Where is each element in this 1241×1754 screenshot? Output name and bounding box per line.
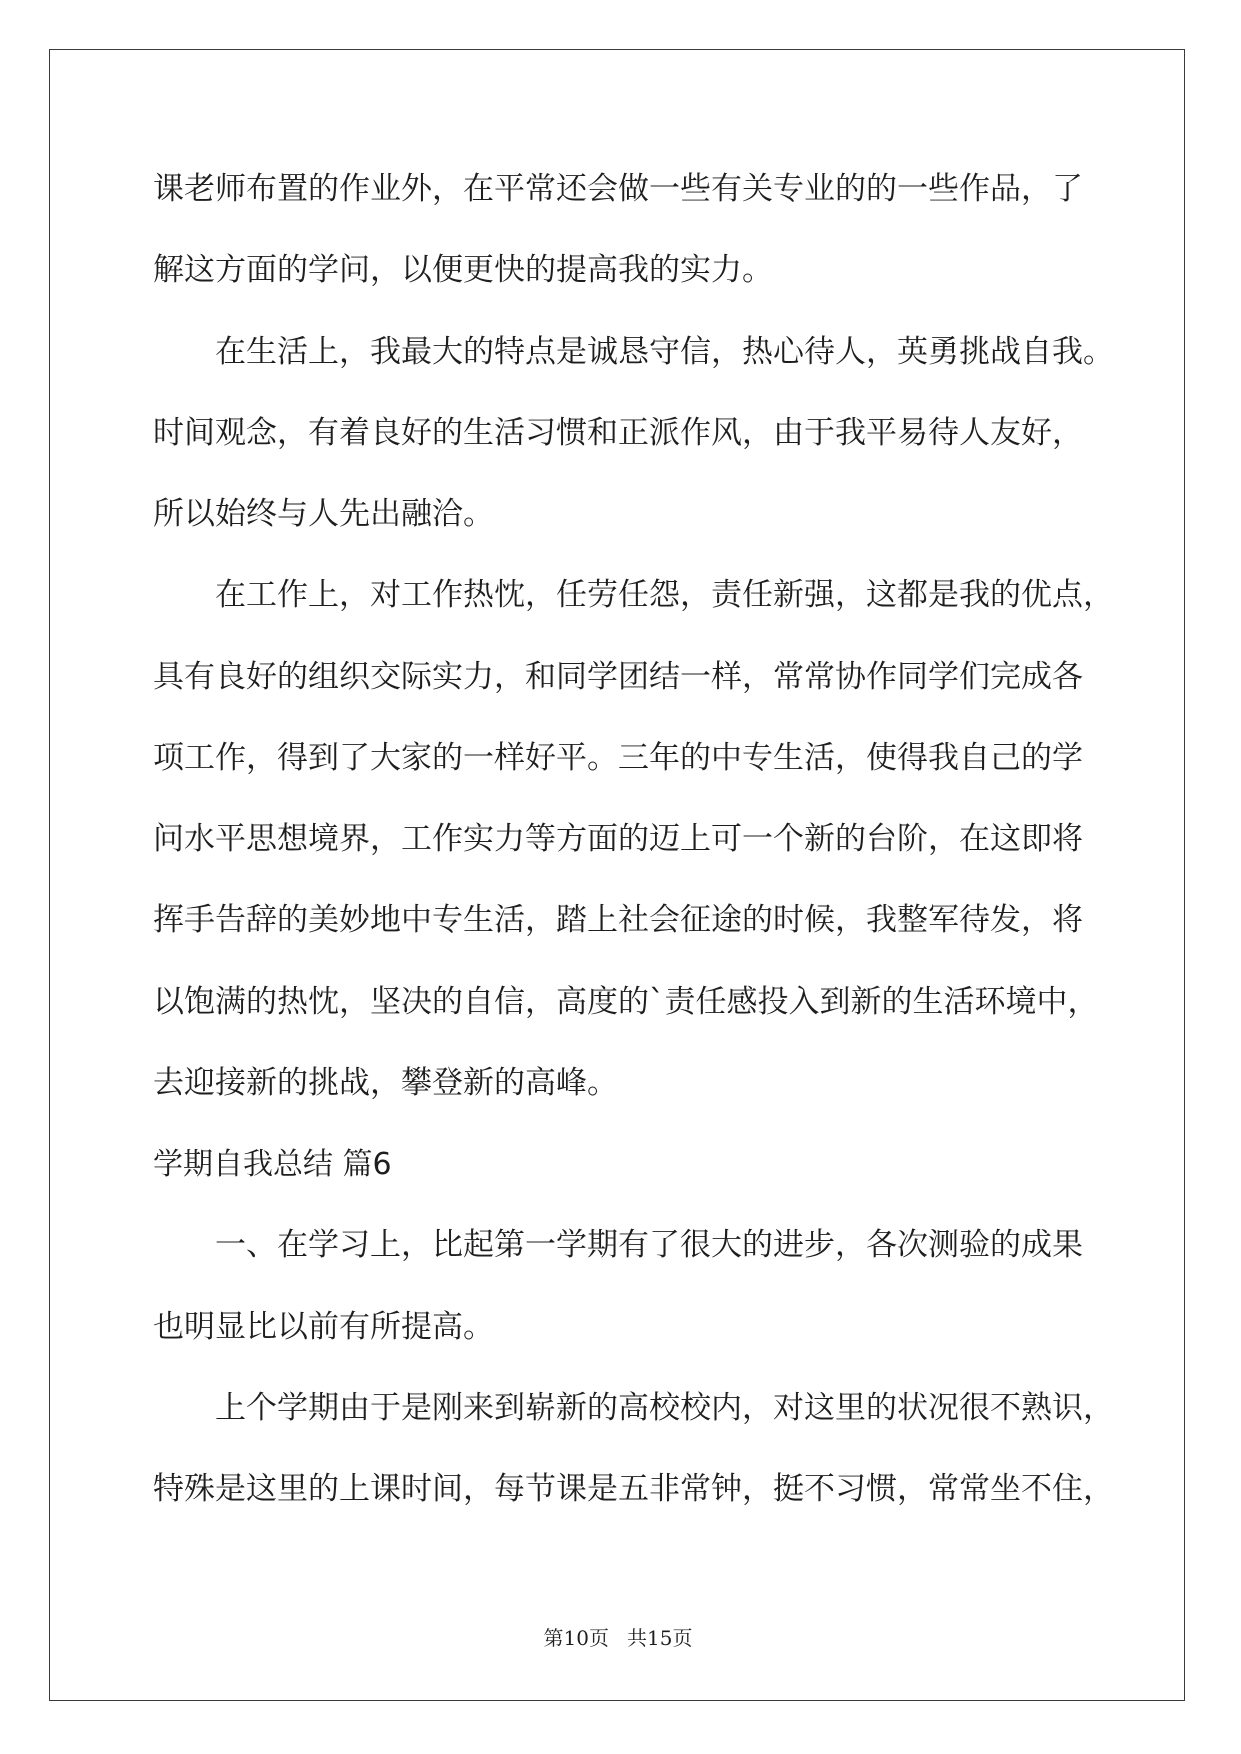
paragraph: [153, 1205, 1143, 1368]
text-line: 在工作上，对工作热忱，任劳任怨，责任新强，这都是我的优点，: [215, 577, 1114, 614]
text-line: 特殊是这里的上课时间，每节课是五非常钟，挺不习惯，常常坐不住，: [153, 1471, 1114, 1507]
section-heading: 学期自我总结 篇6: [153, 1147, 392, 1182]
paragraph: [153, 312, 1143, 556]
text-line: 也明显比以前有所提高。: [153, 1308, 494, 1345]
page-body: [153, 149, 1143, 1530]
text-line: 在生活上，我最大的特点是诚恳守信，热心待人，英勇挑战自我。: [215, 333, 1114, 370]
paragraph: [153, 1368, 1143, 1531]
text-line: 挥手告辞的美妙地中专生活，踏上社会征途的时候，我整军待发，将: [153, 902, 1083, 939]
text-line: 具有良好的组织交际实力，和同学团结一样，常常协作同学们完成各: [153, 658, 1083, 695]
page-total: 共15页: [627, 1626, 693, 1650]
text-line: 问水平思想境界，工作实力等方面的迈上可一个新的台阶，在这即将: [153, 821, 1083, 857]
text-line: 所以始终与人先出融洽。: [153, 496, 494, 532]
text-line: 以饱满的热忱，坚决的自信，高度的`责任感投入到新的生活环境中，: [153, 983, 1099, 1020]
page-number: 第10页: [543, 1626, 609, 1650]
page-footer: [0, 1626, 1236, 1650]
text-line: 一、在学习上，比起第一学期有了很大的进步，各次测验的成果: [215, 1227, 1083, 1264]
text-line: 上个学期由于是刚来到崭新的高校校内，对这里的状况很不熟识，: [215, 1389, 1114, 1426]
text-line: 时间观念，有着良好的生活习惯和正派作风，由于我平易待人友好，: [153, 414, 1083, 451]
paragraph: [153, 555, 1143, 1124]
text-line: 解这方面的学问，以便更快的提高我的实力。: [153, 252, 773, 289]
paragraph: [153, 149, 1143, 312]
text-line: 项工作，得到了大家的一样好平。三年的中专生活，使得我自己的学: [153, 739, 1083, 776]
text-line: 去迎接新的挑战，攀登新的高峰。: [153, 1064, 618, 1101]
text-line: 课老师布置的作业外，在平常还会做一些有关专业的的一些作品，了: [153, 171, 1083, 207]
